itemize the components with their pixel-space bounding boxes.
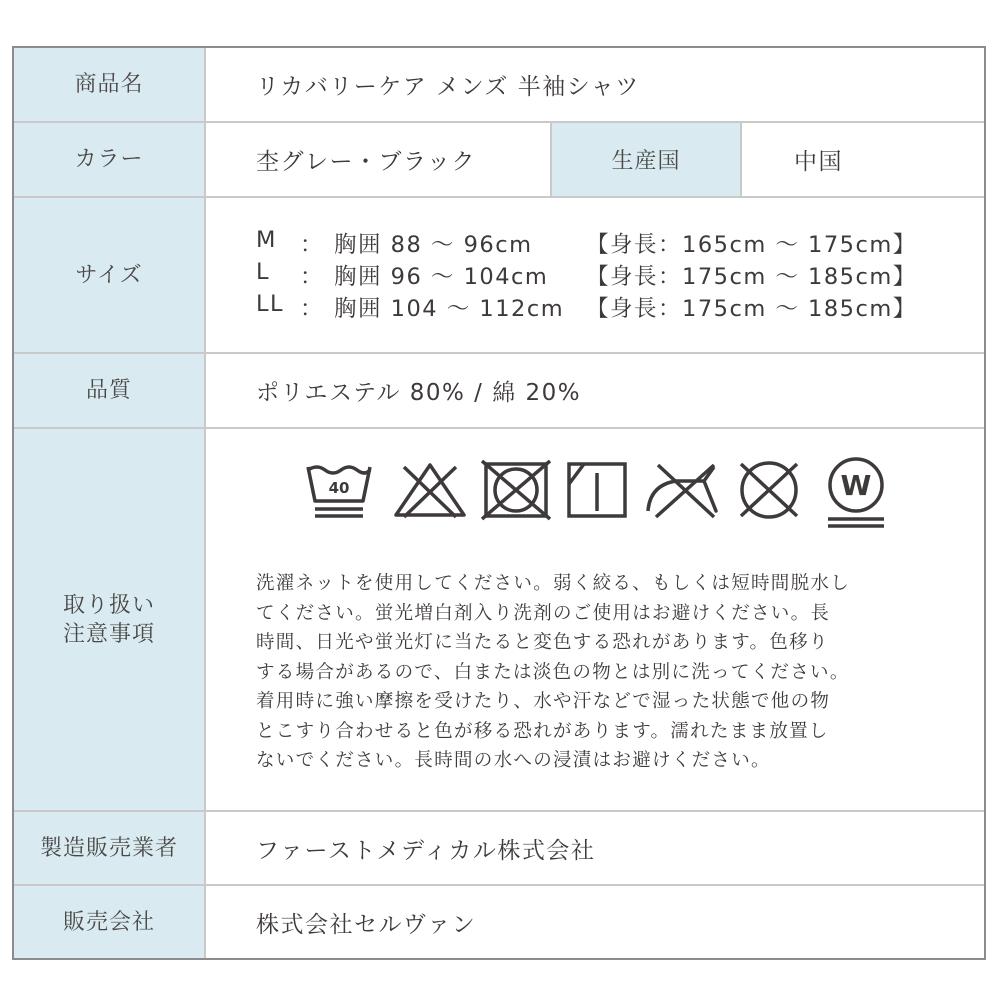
size-colon: ： xyxy=(300,296,325,322)
row-material xyxy=(14,354,984,429)
care-text-line: 洗濯ネットを使用してください。弱く絞る、もしくは短時間脱水し xyxy=(256,573,851,594)
care-text-line: ないでください。長時間の水への浸漬はお避けください。 xyxy=(256,750,771,771)
height-range: 【身長：175cm 〜 185cm】 xyxy=(586,264,917,290)
line-dry-icon xyxy=(566,459,628,521)
seller-label: 販売会社 xyxy=(14,886,206,958)
care-text-line: 着用時に強い摩擦を受けたり、水や汗などで湿った状態で他の物 xyxy=(256,691,831,712)
size-code: L xyxy=(256,259,271,285)
row-product-name xyxy=(14,48,984,123)
care-text-line: とこすり合わせると色が移る恐れがあります。濡れたまま放置し xyxy=(256,720,829,742)
size-code: LL xyxy=(256,291,285,317)
wash-40-gentle-icon xyxy=(304,459,374,521)
care-text-line: 時間、日光や蛍光灯に当たると変色する恐れがあります。色移り xyxy=(256,632,829,653)
no-iron-icon xyxy=(644,459,722,521)
row-manufacturer xyxy=(14,812,984,886)
wash-temp: 40 xyxy=(328,479,350,497)
row-seller xyxy=(14,886,984,958)
care-label xyxy=(14,429,206,810)
care-text-line: てください。蛍光増白剤入り洗剤のご使用はお避けください。長 xyxy=(256,602,831,624)
product-name-label: 商品名 xyxy=(14,48,206,121)
chest-range: 胸囲 96 〜 104cm xyxy=(334,264,549,290)
manufacturer-label: 製造販売業者 xyxy=(14,812,206,884)
height-range: 【身長：175cm 〜 185cm】 xyxy=(586,296,917,322)
chest-range: 胸囲 88 〜 96cm xyxy=(334,232,533,258)
care-label-line2: 注意事項 xyxy=(62,621,155,647)
wet-clean-icon xyxy=(824,455,888,529)
size-colon: ： xyxy=(300,264,325,290)
seller-value: 株式会社セルヴァン xyxy=(256,911,477,938)
no-tumble-dry-icon xyxy=(480,459,552,521)
row-care xyxy=(14,429,984,812)
color-label: カラー xyxy=(14,123,206,196)
manufacturer-value: ファーストメディカル株式会社 xyxy=(256,837,596,864)
size-code: M xyxy=(256,227,277,253)
color-value: 杢グレー・ブラック xyxy=(256,149,477,175)
size-colon: ： xyxy=(300,232,325,258)
origin-value: 中国 xyxy=(794,149,843,175)
row-color xyxy=(14,123,984,198)
material-label: 品質 xyxy=(14,354,206,427)
product-spec-table xyxy=(12,46,986,960)
height-range: 【身長：165cm 〜 175cm】 xyxy=(586,232,917,258)
row-size xyxy=(14,198,984,354)
no-dry-clean-icon xyxy=(732,459,806,521)
origin-label: 生産国 xyxy=(550,123,742,196)
size-label: サイズ xyxy=(14,198,206,352)
care-text-line: する場合があるので、白または淡色の物とは別に洗ってください。 xyxy=(256,661,850,683)
wet-clean-letter: W xyxy=(840,469,872,502)
care-label-line1: 取り扱い xyxy=(62,592,155,618)
chest-range: 胸囲 104 〜 112cm xyxy=(334,296,565,322)
no-bleach-icon xyxy=(392,459,468,521)
care-instructions xyxy=(256,569,956,776)
product-name-value: リカバリーケア メンズ 半袖シャツ xyxy=(256,74,640,100)
material-value: ポリエステル 80% / 綿 20% xyxy=(256,380,582,406)
